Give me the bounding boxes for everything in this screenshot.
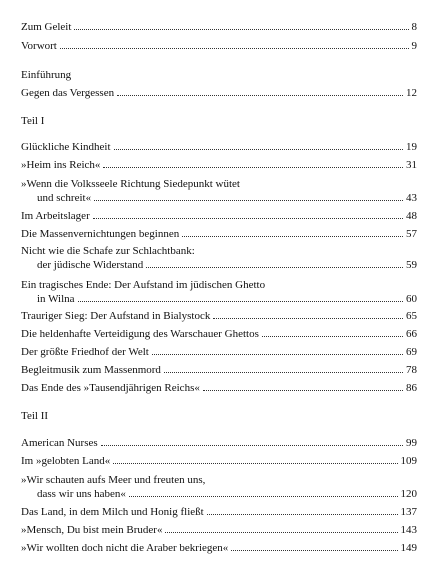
toc-entry-title: Im »gelobten Land«: [21, 455, 111, 467]
toc-entry-line1: »Wir schauten aufs Meer und freuten uns,: [21, 474, 206, 486]
dot-leader: [60, 48, 409, 49]
section-heading-teil-2: Teil II: [21, 410, 49, 422]
toc-entry[interactable]: [21, 258, 417, 272]
toc-entry-title: »Mensch, Du bist mein Bruder«: [21, 524, 163, 536]
toc-entry-title: Das Ende des »Tausendjährigen Reichs«: [21, 382, 200, 394]
toc-entry[interactable]: [21, 345, 417, 359]
toc-entry-title: in Wilna: [37, 293, 75, 305]
dot-leader: [203, 390, 403, 391]
dot-leader: [103, 167, 403, 168]
toc-entry-page: 66: [406, 328, 417, 340]
toc-entry-page: 57: [406, 228, 417, 240]
dot-leader: [101, 445, 403, 446]
toc-entry-title: Zum Geleit: [21, 21, 72, 33]
dot-leader: [262, 336, 403, 337]
toc-entry-title: Der größte Friedhof der Welt: [21, 346, 149, 358]
toc-entry-line1: »Wenn die Volksseele Richtung Siedepunkt wütet: [21, 178, 240, 190]
toc-entry-title: Glückliche Kindheit: [21, 141, 111, 153]
toc-entry-page: 60: [406, 293, 417, 305]
toc-entry-title: dass wir uns haben«: [37, 488, 126, 500]
toc-entry[interactable]: [21, 436, 417, 450]
toc-entry-page: 86: [406, 382, 417, 394]
toc-entry[interactable]: [21, 227, 417, 241]
toc-entry-title: der jüdische Widerstand: [37, 259, 144, 271]
toc-entry-title: Im Arbeitslager: [21, 210, 90, 222]
dot-leader: [213, 318, 403, 319]
dot-leader: [129, 496, 398, 497]
section-heading-einfuehrung: Einführung: [21, 69, 72, 81]
toc-entry-page: 99: [406, 437, 417, 449]
toc-entry-gegen-das-vergessen[interactable]: [21, 86, 417, 100]
toc-entry-page: 149: [400, 542, 417, 554]
toc-entry-page: 8: [411, 21, 417, 33]
toc-entry-title: »Heim ins Reich«: [21, 159, 101, 171]
toc-entry[interactable]: [21, 209, 417, 223]
toc-entry-page: 69: [406, 346, 417, 358]
toc-entry-title: »Wir wollten doch nicht die Araber bekriegen«: [21, 542, 229, 554]
toc-entry-page: 12: [406, 87, 417, 99]
dot-leader: [152, 354, 403, 355]
section-heading-teil-1: Teil I: [21, 115, 45, 127]
toc-entry-title: Gegen das Vergessen: [21, 87, 115, 99]
toc-entry-title: Trauriger Sieg: Der Aufstand in Bialystock: [21, 310, 211, 322]
toc-entry-title: Die heldenhafte Verteidigung des Warschauer Ghettos: [21, 328, 259, 340]
toc-entry[interactable]: [21, 327, 417, 341]
dot-leader: [78, 301, 403, 302]
toc-entry-title: American Nurses: [21, 437, 98, 449]
toc-entry[interactable]: [21, 309, 417, 323]
toc-entry[interactable]: [21, 292, 417, 306]
toc-entry-page: 65: [406, 310, 417, 322]
dot-leader: [164, 372, 403, 373]
toc-entry[interactable]: [21, 363, 417, 377]
toc-entry-title: und schreit«: [37, 192, 92, 204]
toc-entry-page: 143: [400, 524, 417, 536]
toc-entry-zum-geleit[interactable]: [21, 20, 417, 34]
toc-entry[interactable]: [21, 454, 417, 468]
toc-entry-title: Vorwort: [21, 40, 57, 52]
toc-entry-page: 43: [406, 192, 417, 204]
toc-entry-page: 19: [406, 141, 417, 153]
toc-entry-page: 9: [411, 40, 417, 52]
toc-entry-line1: Nicht wie die Schafe zur Schlachtbank:: [21, 245, 195, 257]
toc-entry-vorwort[interactable]: [21, 39, 417, 53]
dot-leader: [93, 218, 403, 219]
dot-leader: [146, 267, 403, 268]
dot-leader: [231, 550, 397, 551]
toc-entry-page: 59: [406, 259, 417, 271]
toc-entry-title: Begleitmusik zum Massenmord: [21, 364, 161, 376]
toc-entry-title: Das Land, in dem Milch und Honig fließt: [21, 506, 204, 518]
dot-leader: [207, 514, 398, 515]
dot-leader: [113, 463, 397, 464]
toc-entry-page: 120: [400, 488, 417, 500]
dot-leader: [114, 149, 403, 150]
dot-leader: [165, 532, 397, 533]
toc-entry[interactable]: [21, 381, 417, 395]
toc-entry[interactable]: [21, 487, 417, 501]
toc-entry-page: 48: [406, 210, 417, 222]
toc-entry-title: Die Massenvernichtungen beginnen: [21, 228, 180, 240]
toc-entry[interactable]: [21, 523, 417, 537]
toc-entry-page: 78: [406, 364, 417, 376]
dot-leader: [74, 29, 408, 30]
toc-entry-line1: Ein tragisches Ende: Der Aufstand im jüdischen Ghetto: [21, 279, 266, 291]
dot-leader: [94, 200, 403, 201]
toc-entry[interactable]: [21, 541, 417, 555]
toc-entry-page: 137: [400, 506, 417, 518]
dot-leader: [182, 236, 403, 237]
toc-entry[interactable]: [21, 158, 417, 172]
toc-entry-page: 109: [400, 455, 417, 467]
toc-entry[interactable]: [21, 140, 417, 154]
toc-entry[interactable]: [21, 505, 417, 519]
dot-leader: [117, 95, 403, 96]
toc-entry-page: 31: [406, 159, 417, 171]
toc-entry[interactable]: [21, 191, 417, 205]
